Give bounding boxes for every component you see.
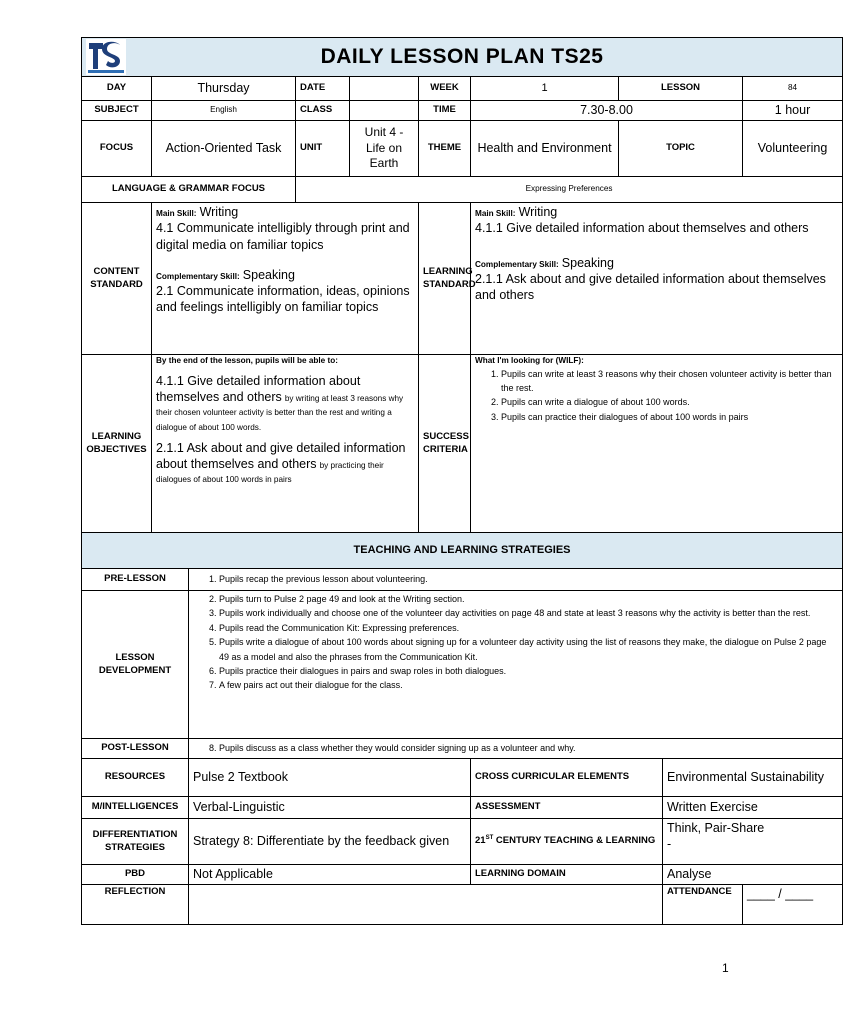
objectives-cell xyxy=(152,355,419,533)
lesson-step: 3. Pupils work individually and choose one of the volunteer day activities on page 48 and state at least 3 reasons why the activity is better than the rest. xyxy=(219,606,838,620)
cross-curricular-label: CROSS CURRICULAR ELEMENTS xyxy=(471,759,663,797)
ls-main-text: 4.1.1 Give detailed information about themselves and others xyxy=(475,221,809,236)
pre-lesson-item: 1. Pupils recap the previous lesson about volunteering. xyxy=(219,572,838,586)
lesson-value: 84 xyxy=(743,77,843,101)
success-item: 2. Pupils can write a dialogue of about 100 words. xyxy=(501,395,838,409)
lesson-label: LESSON xyxy=(619,77,743,101)
page-number: 1 xyxy=(722,961,729,975)
date-value xyxy=(350,77,419,101)
lesson-development-cell xyxy=(189,591,843,739)
success-criteria-label: SUCCESS CRITERIA xyxy=(419,355,471,533)
success-criteria-cell xyxy=(471,355,843,533)
reflection-label: REFLECTION xyxy=(82,885,189,925)
day-label: DAY xyxy=(82,77,152,101)
unit-value: Unit 4 - Life on Earth xyxy=(350,121,419,177)
lesson-plan-table xyxy=(81,37,843,925)
pre-lesson-label: PRE-LESSON xyxy=(82,569,189,591)
time-label: TIME xyxy=(419,101,471,121)
ls-comp-text: 2.1.1 Ask about and give detailed information about themselves and others xyxy=(475,271,826,303)
pre-lesson-cell xyxy=(189,569,843,591)
strategies-heading: TEACHING AND LEARNING STRATEGIES xyxy=(82,533,843,569)
pbd-value: Not Applicable xyxy=(189,865,471,885)
theme-label: THEME xyxy=(419,121,471,177)
attendance-label: ATTENDANCE xyxy=(663,885,743,925)
lesson-step: 5. Pupils write a dialogue of about 100 words about signing up for a volunteer day activity using the list of reasons they make, the dialogue on Pulse 2 page 49 as a model and also the phrases from the Communication Kit. xyxy=(219,635,838,664)
cs-main-text: 4.1 Communicate intelligibly through print and digital media on familiar topics xyxy=(156,221,410,252)
cs-comp-text: 2.1 Communicate information, ideas, opinions and feelings intelligibly on familiar topics xyxy=(156,284,410,315)
objectives-intro: By the end of the lesson, pupils will be able to: xyxy=(156,356,338,365)
topic-label: TOPIC xyxy=(619,121,743,177)
lesson-development-label: LESSON DEVELOPMENT xyxy=(82,591,189,739)
content-standard-cell xyxy=(152,203,419,355)
learning-standard-label: LEARNING STANDARD xyxy=(419,203,471,355)
attendance-value: ____ / ____ xyxy=(743,885,843,925)
cs-comp-skill: Speaking xyxy=(242,267,295,282)
ls-main-skill: Writing xyxy=(518,205,558,219)
class-value xyxy=(350,101,419,121)
objective-2: 2.1.1 Ask about and give detailed information about themselves and others xyxy=(156,440,406,472)
objective-1: 4.1.1 Give detailed information about themselves and others xyxy=(156,373,361,404)
pbd-label: PBD xyxy=(82,865,189,885)
focus-label: FOCUS xyxy=(82,121,152,177)
day-value: Thursday xyxy=(152,77,296,101)
time-value: 7.30-8.00 xyxy=(471,101,743,121)
language-focus-value: Expressing Preferences xyxy=(296,177,843,203)
resources-label: RESOURCES xyxy=(82,759,189,797)
learning-domain-label: LEARNING DOMAIN xyxy=(471,865,663,885)
content-standard-label: CONTENT STANDARD xyxy=(82,203,152,355)
cs-comp-prefix: Complementary Skill: xyxy=(156,271,240,281)
cs-main-prefix: Main Skill: xyxy=(156,209,197,218)
week-label: WEEK xyxy=(419,77,471,101)
ls-comp-skill: Speaking xyxy=(561,255,614,270)
cs-main-skill: Writing xyxy=(199,205,239,219)
c21-value: Think, Pair-Share - xyxy=(663,819,843,865)
subject-label: SUBJECT xyxy=(82,101,152,121)
ls-comp-prefix: Complementary Skill: xyxy=(475,259,559,269)
objective-1-detail: by writing at least 3 reasons why their chosen volunteer activity is better than the rest and writing a dialogue of about 100 words. xyxy=(156,393,404,432)
page-title: DAILY LESSON PLAN TS25 xyxy=(320,45,604,68)
class-label: CLASS xyxy=(296,101,350,121)
resources-value: Pulse 2 Textbook xyxy=(189,759,471,797)
theme-value: Health and Environment xyxy=(471,121,619,177)
date-label: DATE xyxy=(296,77,350,101)
differentiation-value: Strategy 8: Differentiate by the feedback given xyxy=(189,819,471,865)
week-value: 1 xyxy=(471,77,619,101)
assessment-value: Written Exercise xyxy=(663,797,843,819)
c21-label: 21ST CENTURY TEACHING & LEARNING xyxy=(471,819,663,865)
mi-value: Verbal-Linguistic xyxy=(189,797,471,819)
ls-main-prefix: Main Skill: xyxy=(475,209,516,218)
learning-standard-cell xyxy=(471,203,843,355)
language-focus-label: LANGUAGE & GRAMMAR FOCUS xyxy=(82,177,296,203)
post-lesson-label: POST-LESSON xyxy=(82,739,189,759)
duration-value: 1 hour xyxy=(743,101,843,121)
objective-2-detail: by practicing their dialogues of about 100 words in pairs xyxy=(156,461,384,485)
lesson-step: 6. Pupils practice their dialogues in pairs and swap roles in both dialogues. xyxy=(219,664,838,678)
success-item: 3. Pupils can practice their dialogues of about 100 words in pairs xyxy=(501,410,838,424)
assessment-label: ASSESSMENT xyxy=(471,797,663,819)
mi-label: M/INTELLIGENCES xyxy=(82,797,189,819)
post-lesson-item: 8. Pupils discuss as a class whether they would consider signing up as a volunteer and why. xyxy=(219,741,838,755)
lesson-step: 7. A few pairs act out their dialogue for the class. xyxy=(219,678,838,692)
topic-value: Volunteering xyxy=(743,121,843,177)
learning-domain-value: Analyse xyxy=(663,865,843,885)
lesson-step: 4. Pupils read the Communication Kit: Expressing preferences. xyxy=(219,621,838,635)
cross-curricular-value: Environmental Sustainability xyxy=(663,759,843,797)
objectives-label: LEARNING OBJECTIVES xyxy=(82,355,152,533)
post-lesson-cell xyxy=(189,739,843,759)
success-intro: What I'm looking for (WILF): xyxy=(475,356,584,365)
lesson-step: 2. Pupils turn to Pulse 2 page 49 and look at the Writing section. xyxy=(219,592,838,606)
reflection-value xyxy=(189,885,663,925)
focus-value: Action-Oriented Task xyxy=(152,121,296,177)
success-item: 1. Pupils can write at least 3 reasons why their chosen volunteer activity is better than the rest. xyxy=(501,367,838,396)
subject-value: English xyxy=(152,101,296,121)
title-row xyxy=(82,38,843,77)
lesson-plan-sheet xyxy=(81,37,832,925)
unit-label: UNIT xyxy=(296,121,350,177)
differentiation-label: DIFFERENTIATION STRATEGIES xyxy=(82,819,189,865)
